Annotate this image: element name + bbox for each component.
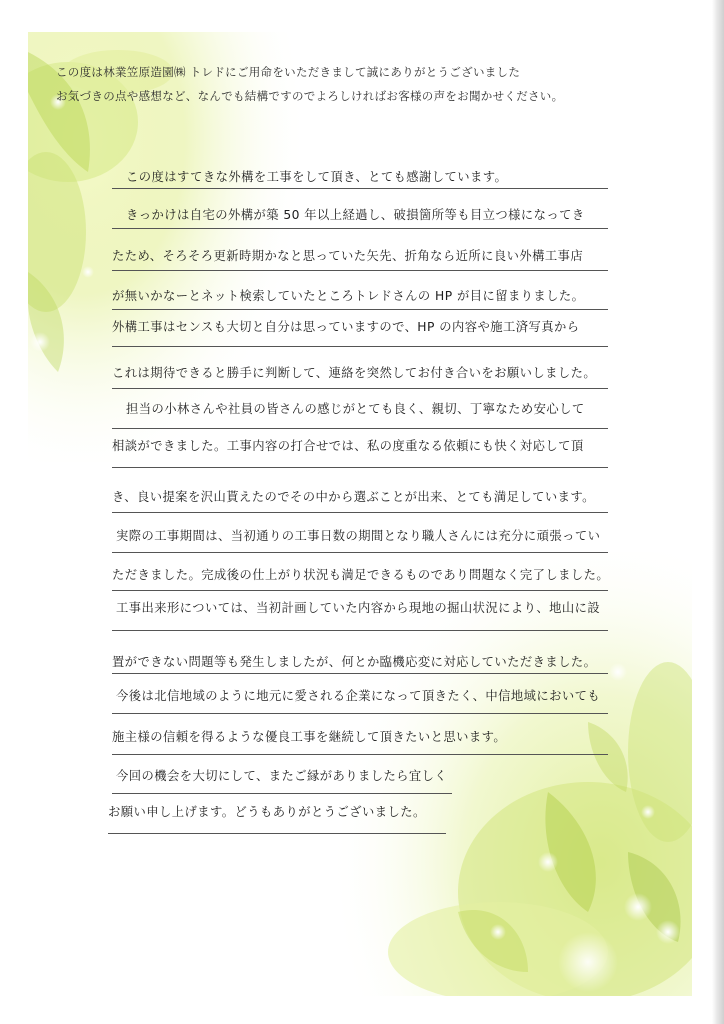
ruled-line-9 — [112, 512, 608, 513]
ruled-line-12 — [112, 630, 608, 631]
letter-line-8: 相談ができました。工事内容の打合せでは、私の度重なる依頼にも快く対応して頂 — [112, 439, 584, 453]
letter-line-2: きっかけは自宅の外構が築 50 年以上経過し、破損箇所等も目立つ様になってき — [126, 208, 585, 222]
letter-line-16: 今回の機会を大切にして、またご縁がありましたら宜しく — [116, 769, 448, 783]
letter-line-5: 外構工事はセンスも大切と自分は思っていますので、HP の内容や施工済写真から — [112, 320, 580, 334]
letter-line-15: 施主様の信頼を得るような優良工事を継続して頂きたいと思います。 — [112, 730, 507, 744]
letter-line-13: 置ができない問題等も発生しましたが、何とか臨機応変に対応していただきました。 — [112, 655, 597, 669]
ruled-line-10 — [112, 552, 608, 553]
ruled-line-16 — [112, 793, 452, 794]
ruled-line-14 — [112, 713, 608, 714]
letter-line-6: これは期待できると勝手に判断して、連絡を突然してお付き合いをお願いしました。 — [112, 366, 597, 380]
letter-line-10: 実際の工事期間は、当初通りの工事日数の期間となり職人さんには充分に頑張ってい — [116, 529, 601, 543]
letter-line-12: 工事出来形については、当初計画していた内容から現地の掘山状況により、地山に設 — [116, 601, 601, 615]
letter-line-3: たため、そろそろ更新時期かなと思っていた矢先、折角なら近所に良い外構工事店 — [112, 249, 584, 263]
ruled-line-17 — [108, 833, 446, 834]
letter-line-9: き、良い提案を沢山貰えたのでその中から選ぶことが出来、とても満足しています。 — [112, 490, 595, 504]
letter-line-14: 今後は北信地域のように地元に愛される企業になって頂きたく、中信地域においても — [116, 689, 601, 703]
letter-line-11: ただきました。完成後の仕上がり状況も満足できるものであり問題なく完了しました。 — [112, 568, 610, 582]
letter-line-17: お願い申し上げます。どうもありがとうございました。 — [108, 805, 426, 819]
intro-line-1: この度は林業笠原造園㈱ トレドにご用命をいただきまして誠にありがとうございました — [56, 65, 521, 79]
ruled-line-8 — [112, 467, 608, 468]
ruled-line-2 — [112, 228, 608, 229]
ruled-line-1 — [112, 188, 608, 189]
intro-line-2: お気づきの点や感想など、なんでも結構ですのでよろしければお客様の声をお聞かせください。 — [56, 89, 564, 103]
ruled-line-7 — [112, 428, 608, 429]
ruled-line-11 — [112, 590, 608, 591]
letter-line-4: が無いかなーとネット検索していたところトレドさんの HP が目に留まりました。 — [112, 289, 585, 303]
ruled-line-5 — [112, 346, 608, 347]
letter-line-7: 担当の小林さんや社員の皆さんの感じがとても良く、親切、丁寧なため安心して — [126, 402, 585, 416]
ruled-line-3 — [112, 270, 608, 271]
letter-line-1: この度はすてきな外構を工事をして頂き、とても感謝しています。 — [126, 170, 508, 184]
ruled-line-4 — [112, 309, 608, 310]
ruled-line-15 — [112, 754, 608, 755]
ruled-line-13 — [112, 673, 608, 674]
ruled-line-6 — [112, 388, 608, 389]
